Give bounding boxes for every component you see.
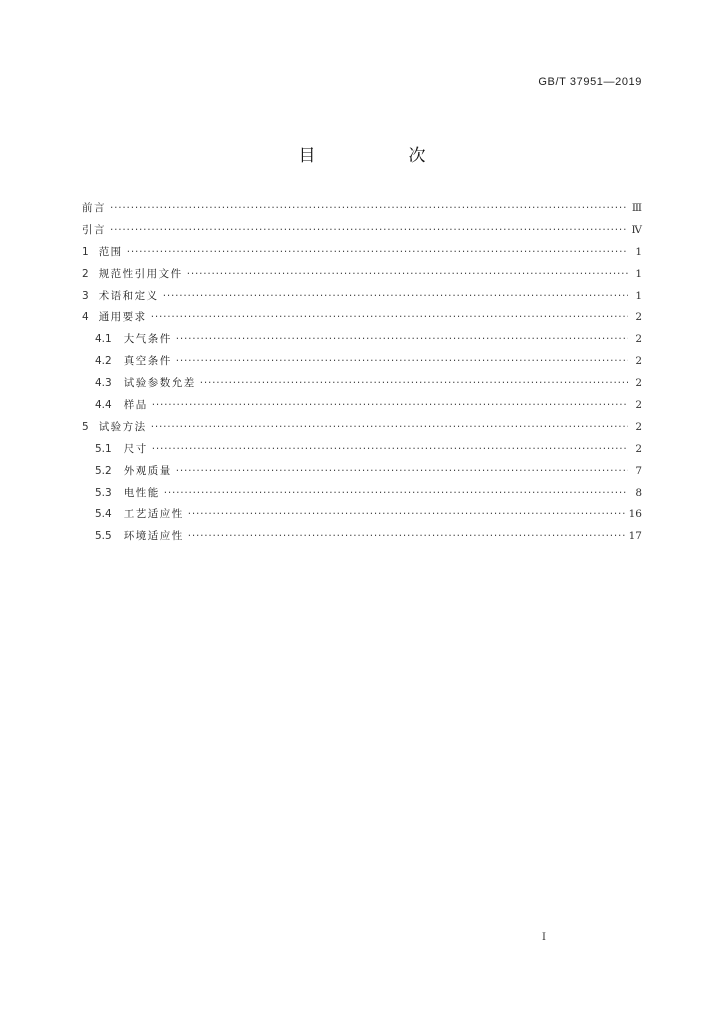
toc-entry-number: 5.1 (95, 442, 112, 455)
toc-entry-title: 真空条件 (123, 355, 172, 368)
toc-leader-dots (176, 461, 628, 483)
toc-entry-number: 4.2 (95, 355, 112, 368)
toc-entry-page: 1 (635, 289, 642, 302)
toc-entry-number: 2 (82, 267, 89, 280)
toc-entry-number: 1 (82, 245, 89, 258)
toc-entry-page: 17 (628, 530, 642, 543)
toc-entry-number: 5.2 (95, 464, 112, 477)
toc-entry[interactable] (82, 220, 642, 242)
toc-entry-page: Ⅲ (631, 202, 642, 214)
toc-leader-dots (163, 286, 628, 308)
toc-entry-title: 环境适应性 (123, 530, 184, 543)
toc-leader-dots (152, 395, 628, 417)
toc-entry-number: 5.3 (95, 486, 112, 499)
toc-entry-page: 16 (628, 508, 642, 521)
toc-leader-dots (110, 220, 628, 242)
toc-entry[interactable] (82, 307, 642, 329)
toc-entry[interactable] (82, 417, 642, 439)
toc-entry-page: 1 (635, 245, 642, 258)
toc-entry[interactable] (82, 461, 642, 483)
toc-leader-dots (152, 439, 628, 461)
toc-leader-dots (176, 351, 628, 373)
toc-entry-number: 4.3 (95, 377, 112, 390)
toc-entry[interactable] (82, 242, 642, 264)
toc-entry[interactable] (82, 329, 642, 351)
toc-entry-page: 2 (635, 377, 642, 390)
toc-entry-title: 前言 (82, 202, 106, 214)
toc-entry-page: Ⅳ (631, 223, 642, 236)
toc-entry-title: 术语和定义 (98, 289, 159, 302)
toc-entry-title: 样品 (123, 399, 148, 412)
toc-leader-dots (151, 307, 628, 329)
toc-entry-title: 试验方法 (98, 420, 147, 433)
toc-entry[interactable] (82, 504, 642, 526)
toc-leader-dots (127, 242, 628, 264)
toc-entry-title: 工艺适应性 (123, 508, 184, 521)
toc-leader-dots (188, 504, 625, 526)
toc-entry-title: 引言 (82, 223, 106, 236)
toc-entry-page: 2 (635, 399, 642, 412)
toc-entry-number: 5.4 (95, 508, 112, 521)
toc-entry-title: 尺寸 (123, 442, 148, 455)
toc-leader-dots (164, 483, 628, 505)
toc-entry-title: 范围 (98, 245, 123, 258)
toc-leader-dots (110, 198, 628, 220)
toc-entry-number: 4.4 (95, 399, 112, 412)
toc-entry-title: 试验参数允差 (123, 377, 196, 390)
toc-entry-page: 7 (635, 464, 642, 477)
toc-entry-number: 5.5 (95, 530, 112, 543)
standard-code: GB/T 37951—2019 (538, 76, 642, 88)
toc-entry-page: 2 (635, 333, 642, 346)
toc-entry-page: 2 (635, 442, 642, 455)
toc-entry-page: 2 (635, 420, 642, 433)
toc-entry[interactable] (82, 264, 642, 286)
toc-entry[interactable] (82, 483, 642, 505)
toc-leader-dots (200, 373, 628, 395)
toc-entry[interactable] (82, 395, 642, 417)
toc-entry-page: 2 (635, 355, 642, 368)
toc-entry[interactable] (82, 373, 642, 395)
toc-entry-number: 3 (82, 289, 89, 302)
toc-leader-dots (188, 526, 625, 548)
toc-entry-title: 外观质量 (123, 464, 172, 477)
toc-entry-number: 4 (82, 311, 89, 324)
toc-entry-page: 1 (635, 267, 642, 280)
toc-entry-title: 通用要求 (98, 311, 147, 324)
toc-entry[interactable] (82, 198, 642, 220)
page-title: 目 次 (298, 146, 464, 166)
toc-entry-page: 8 (635, 486, 642, 499)
page-number: I (542, 932, 546, 943)
toc-entry-number: 4.1 (95, 333, 112, 346)
table-of-contents (82, 198, 642, 548)
toc-entry-number: 5 (82, 420, 89, 433)
toc-entry[interactable] (82, 286, 642, 308)
toc-entry[interactable] (82, 526, 642, 548)
toc-leader-dots (176, 329, 628, 351)
toc-leader-dots (187, 264, 628, 286)
toc-entry[interactable] (82, 439, 642, 461)
toc-entry[interactable] (82, 351, 642, 373)
toc-leader-dots (151, 417, 628, 439)
toc-entry-title: 电性能 (123, 486, 160, 499)
toc-entry-page: 2 (635, 311, 642, 324)
toc-entry-title: 规范性引用文件 (98, 267, 183, 280)
toc-entry-title: 大气条件 (123, 333, 172, 346)
